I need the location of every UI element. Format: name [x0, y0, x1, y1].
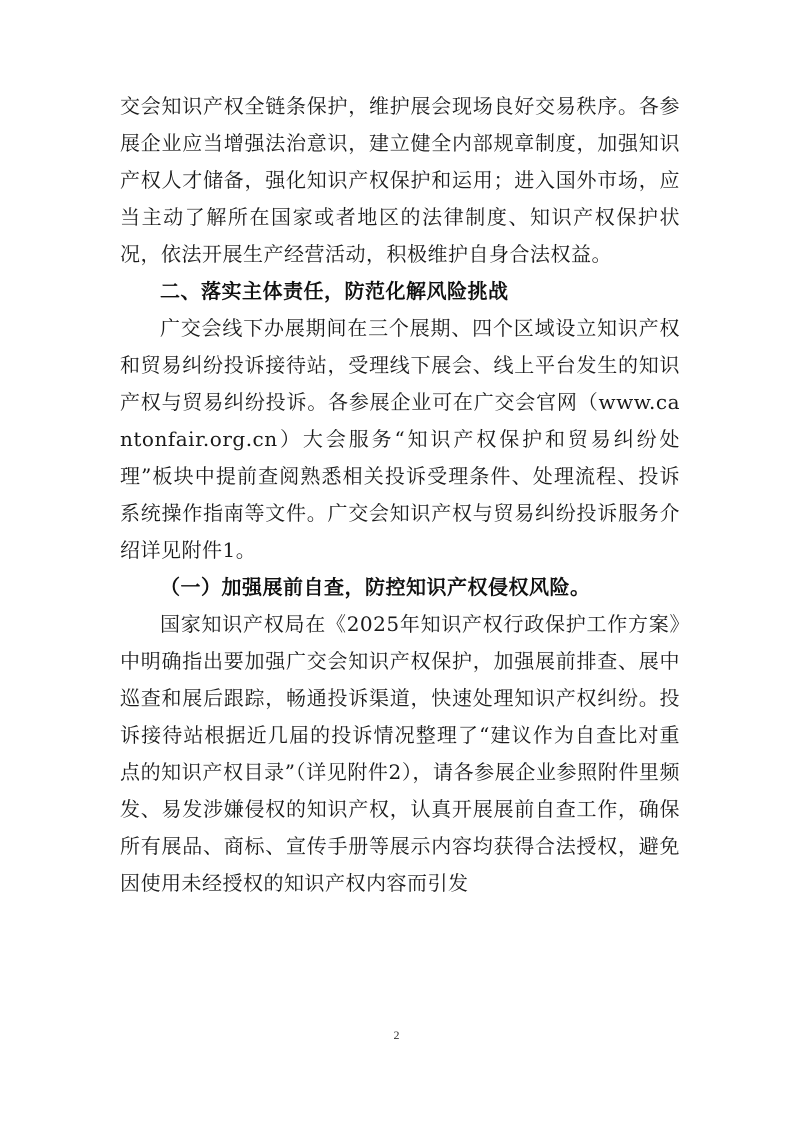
paragraph-self-inspection: 国家知识产权局在《2025年知识产权行政保护工作方案》中明确指出要加强广交会知识产权保护，加强展前排查、展中巡查和展后跟踪，畅通投诉渠道，快速处理知识产权纠纷。投诉接待站根据近几届的投诉情况整理了“建议作为自查比对重点的知识产权目录”（详见附件2），请各参展企业参照附件里频发、易发涉嫌侵权的知识产权，认真开展展前自查工作，确保所有展品、商标、宣传手册等展示内容均获得合法授权，避免因使用未经授权的知识产权内容而引发: [120, 612, 680, 895]
paragraph-continuation: 交会知识产权全链条保护，维护展会现场良好交易秩序。各参展企业应当增强法治意识，建立健全内部规章制度，加强知识产权人才储备，强化知识产权保护和运用；进入国外市场，应当主动了解所在国家或者地区的法律制度、知识产权保护状况，依法开展生产经营活动，积极维护自身合法权益。: [120, 94, 680, 266]
subsection-heading: （一）加强展前自查，防控知识产权侵权风险。: [160, 575, 591, 599]
document-body: [120, 88, 680, 902]
section-heading: 二、落实主体责任，防范化解风险挑战: [160, 279, 509, 303]
paragraph-complaint-stations: 广交会线下办展期间在三个展期、四个区域设立知识产权和贸易纠纷投诉接待站，受理线下展会、线上平台发生的知识产权与贸易纠纷投诉。各参展企业可在广交会官网（www.cantonfair.org.cn）大会服务“知识产权保护和贸易纠纷处理”板块中提前查阅熟悉相关投诉受理条件、处理流程、投诉系统操作指南等文件。广交会知识产权与贸易纠纷投诉服务介绍详见附件1。: [120, 316, 680, 562]
page-number: 2: [393, 1028, 400, 1042]
